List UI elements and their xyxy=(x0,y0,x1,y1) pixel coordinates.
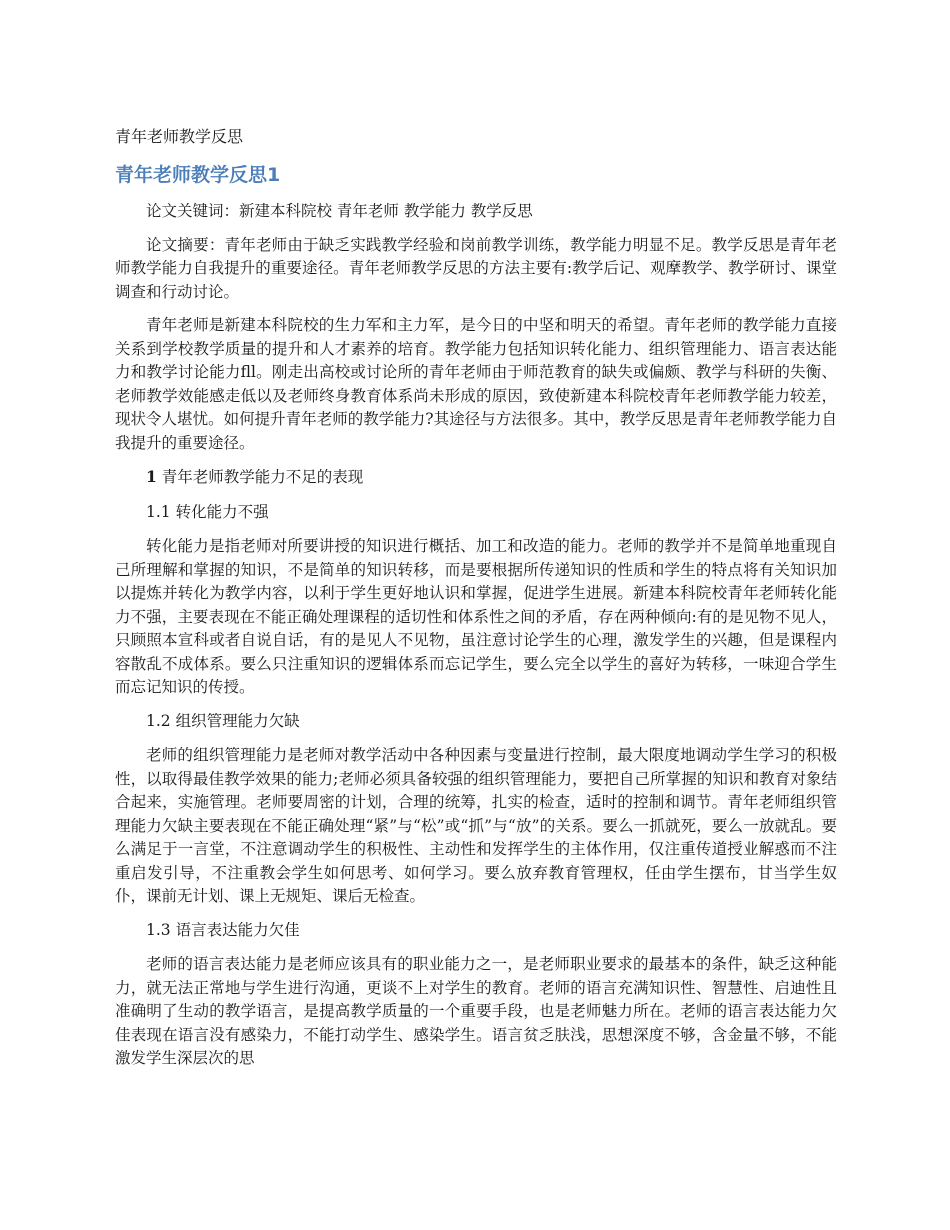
abstract-paragraph: 论文摘要：青年老师由于缺乏实践教学经验和岗前教学训练，教学能力明显不足。教学反思是青年老师教学能力自我提升的重要途径。青年老师教学反思的方法主要有:教学后记、观摩教学、教学研讨、课堂调查和行动讨论。 xyxy=(115,235,837,301)
subsection-1-3-heading: 1.3 语言表达能力欠佳 xyxy=(146,920,300,939)
subsection-1-2-heading: 1.2 组织管理能力欠缺 xyxy=(146,711,300,730)
section-1-title: 青年老师教学能力不足的表现 xyxy=(156,468,364,486)
subsection-1-1-body: 转化能力是指老师对所要讲授的知识进行概括、加工和改造的能力。老师的教学并不是简单地重现自己所理解和掌握的知识，不是简单的知识转移，而是要根据所传递知识的性质和学生的特点将有关知识加以提炼并转化为教学内容，以利于学生更好地认识和掌握，促进学生进展。新建本科院校青年老师转化能力不强，主要表现在不能正确处理课程的适切性和体系性之间的矛盾，存在两种倾向:有的是见物不见人，只顾照本宣科或者自说自话，有的是见人不见物，虽注意讨论学生的心理，激发学生的兴趣，但是课程内容散乱不成体系。要么只注重知识的逻辑体系而忘记学生，要么完全以学生的喜好为转移，一味迎合学生而忘记知识的传授。 xyxy=(115,537,837,696)
subsection-1-2-body: 老师的组织管理能力是老师对教学活动中各种因素与变量进行控制，最大限度地调动学生学习的积极性，以取得最佳教学效果的能力;老师必须具备较强的组织管理能力，要把自己所掌握的知识和教育对象结合起来，实施管理。老师要周密的计划，合理的统筹，扎实的检查，适时的控制和调节。青年老师组织管理能力欠缺主要表现在不能正确处理“紧”与“松”或“抓”与“放”的关系。要么一抓就死，要么一放就乱。要么满足于一言堂，不注意调动学生的积极性、主动性和发挥学生的主体作用，仅注重传道授业解惑而不注重启发引导，不注重教会学生如何思考、如何学习。要么放弃教育管理权，任由学生摆布，甘当学生奴仆，课前无计划、课上无规矩、课后无检查。 xyxy=(115,746,837,905)
section-1-number: 1 xyxy=(146,467,157,486)
subsection-1-1-heading: 1.1 转化能力不强 xyxy=(146,502,269,521)
intro-paragraph: 青年老师是新建本科院校的生力军和主力军，是今日的中坚和明天的希望。青年老师的教学能力直接关系到学校教学质量的提升和人才素养的培育。教学能力包括知识转化能力、组织管理能力、语言表达能力和教学讨论能力fll。刚走出高校或讨论所的青年老师由于师范教育的缺失或偏颇、教学与科研的失衡、老师教学效能感走低以及老师终身教育体系尚未形成的原因，致使新建本科院校青年老师教学能力较差，现状令人堪忧。如何提升青年老师的教学能力?其途径与方法很多。其中，教学反思是青年老师教学能力自我提升的重要途径。 xyxy=(115,316,837,452)
document-page xyxy=(115,126,837,1081)
article-heading: 青年老师教学反思1 xyxy=(115,164,281,186)
document-top-title: 青年老师教学反思 xyxy=(115,127,244,146)
keywords-paragraph: 论文关键词：新建本科院校 青年老师 教学能力 教学反思 xyxy=(146,202,533,220)
section-1-heading xyxy=(115,465,837,490)
subsection-1-3-body: 老师的语言表达能力是老师应该具有的职业能力之一，是老师职业要求的最基本的条件，缺乏这种能力，就无法正常地与学生进行沟通，更谈不上对学生的教育。老师的语言充满知识性、智慧性、启迪性且准确明了生动的教学语言，是提高教学质量的一个重要手段，也是老师魅力所在。老师的语言表达能力欠佳表现在语言没有感染力，不能打动学生、感染学生。语言贫乏肤浅，思想深度不够，含金量不够，不能激发学生深层次的思 xyxy=(115,955,837,1067)
